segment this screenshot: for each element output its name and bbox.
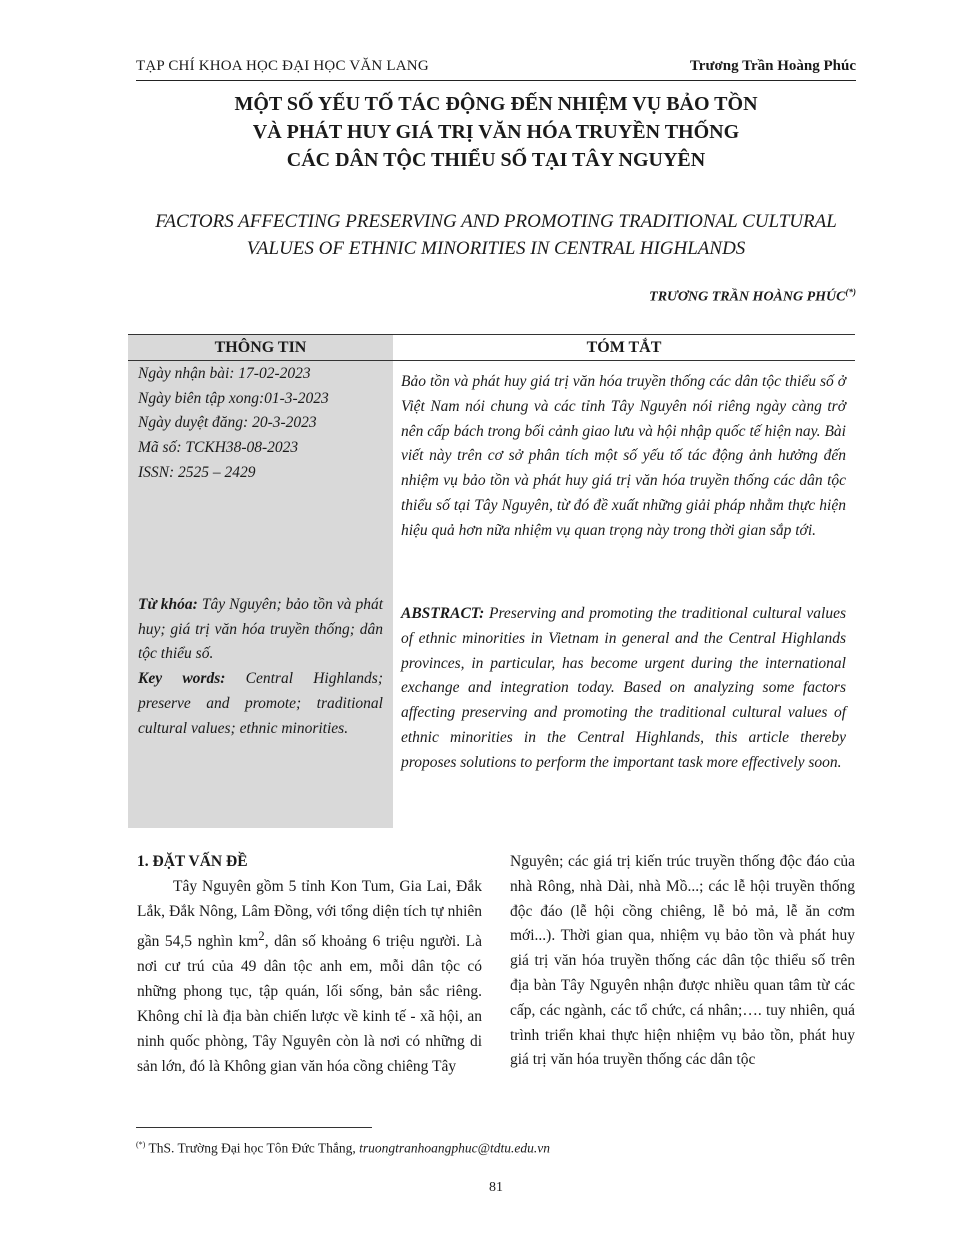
body-column-right: Nguyên; các giá trị kiến trúc truyền thống độc đáo của nhà Rông, nhà Dài, nhà Mồ...; các lễ hội truyền thống độc đáo (lễ hội cồng chiêng, lễ bỏ mả, lễ ăn cơm mới...). Thời gian qua, nhiệm vụ bảo tồn và phát huy giá trị văn hóa truyền thống các dân tộc thiểu số trên địa bàn Tây Nguyên nhận được nhiều quan tâm từ các cấp, các ngành, các tổ chức, cá nhân;…. tuy nhiên, quá trình triển khai thực hiện nhiệm vụ bảo tồn, phát huy giá trị văn hóa truyền thống các dân tộc (510, 853, 855, 1069)
keywords-en-text: Central Highlands; preserve and promote; traditional cultural values; ethnic minorities. (138, 670, 383, 737)
keywords-vi (138, 593, 383, 667)
meta-issn: ISSN: 2525 – 2429 (138, 463, 256, 481)
running-header (136, 58, 856, 80)
superscript: 2 (258, 928, 265, 944)
section-heading: 1. ĐẶT VẤN ĐỀ (137, 853, 248, 870)
footnote (136, 1140, 856, 1157)
author-name: TRƯƠNG TRẦN HOÀNG PHÚC (649, 289, 846, 305)
meta-code: Mã số: TCKH38-08-2023 (138, 439, 299, 457)
title-vietnamese (130, 90, 862, 174)
abstract-en-text: Preserving and promoting the traditional cultural values of ethnic minorities in Vietnam in general and the Central Highlands provinces, in particular, has become urgent during the international exchange and integration today. Based on analyzing some factors affecting preserving and promoting the traditional cultural values of ethnic minorities in the Central Highlands, this article thereby proposes solutions to perform the important task more effectively soon. (401, 605, 846, 771)
body-text: , dân số khoảng 6 triệu người. Là nơi cư trú của 49 dân tộc anh em, mỗi dân tộc có những phong tục, tập quán, lối sống, bản sắc riêng. Không chỉ là địa bàn chiến lược về kinh tế - xã hội, an ninh quốc phòng, Tây Nguyên còn là nơi có những di sản lớn, đó là Không gian văn hóa cồng chiêng Tây (137, 933, 482, 1075)
meta-received: Ngày nhận bài: 17-02-2023 (138, 365, 311, 382)
footnote-text: ThS. Trường Đại học Tôn Đức Thắng, (145, 1140, 360, 1156)
footnote-rule (136, 1127, 372, 1128)
title-vi-line: VÀ PHÁT HUY GIÁ TRỊ VĂN HÓA TRUYỀN THỐNG (252, 121, 740, 143)
article-metadata (138, 362, 388, 486)
keywords-vi-text: Tây Nguyên; bảo tồn và phát huy; giá trị văn hóa truyền thống; dân tộc thiểu số. (138, 596, 383, 663)
header-author: Trương Trần Hoàng Phúc (689, 58, 856, 74)
title-vi-line: MỘT SỐ YẾU TỐ TÁC ĐỘNG ĐẾN NHIỆM VỤ BẢO TỒN (234, 93, 758, 115)
journal-name: TẠP CHÍ KHOA HỌC ĐẠI HỌC VĂN LANG (136, 58, 429, 74)
title-en-line: VALUES OF ETHNIC MINORITIES IN CENTRAL HIGHLANDS (246, 238, 746, 259)
info-column-header: THÔNG TIN (128, 334, 393, 361)
author-byline (500, 287, 856, 306)
body-text: Tây Nguyên gồm 5 tỉnh Kon Tum, Gia Lai, Đắk Lắk, Đắk Nông, Lâm Đồng, với tổng diện tích tự nhiên gần 54,5 nghìn km (137, 877, 482, 951)
body-paragraph (137, 875, 482, 1080)
keywords-en (138, 667, 383, 741)
footnote-email: truongtranhoangphuc@tdtu.edu.vn (359, 1140, 551, 1156)
title-english (130, 208, 862, 262)
abstract-english (401, 602, 846, 776)
title-en-line: FACTORS AFFECTING PRESERVING AND PROMOTING TRADITIONAL CULTURAL (155, 211, 837, 232)
page-number: 81 (489, 1180, 503, 1195)
abstract-vietnamese: Bảo tồn và phát huy giá trị văn hóa truyền thống các dân tộc thiểu số ở Việt Nam nói chung và các tỉnh Tây Nguyên nói riêng ngày càng trở nên cấp bách trong bối cảnh giao lưu và hội nhập quốc tế hiện nay. Bài viết này trên cơ sở phân tích một số yếu tố tác động ảnh hưởng đến nhiệm vụ bảo tồn và phát huy giá trị văn hóa truyền thống các dân tộc thiểu số tại Tây Nguyên, từ đó đề xuất những giải pháp nhằm thực hiện hiệu quả hơn nữa nhiệm vụ quan trọng này trong thời gian sắp tới. (401, 373, 846, 539)
title-vi-line: CÁC DÂN TỘC THIỂU SỐ TẠI TÂY NGUYÊN (286, 149, 706, 171)
meta-accepted: Ngày duyệt đăng: 20-3-2023 (138, 414, 317, 432)
author-footnote-mark: (*) (845, 287, 856, 297)
keywords-vi-label: Từ khóa: (138, 596, 198, 613)
keywords-en-label: Key words: (138, 670, 226, 688)
body-column-left (137, 850, 482, 1079)
footnote-mark: (*) (136, 1140, 146, 1149)
abstract-en-label: ABSTRACT: (401, 605, 485, 622)
meta-edited: Ngày biên tập xong:01-3-2023 (138, 389, 329, 407)
header-rule (136, 80, 856, 81)
abstract-column-header: TÓM TẮT (393, 334, 855, 361)
keywords-block (138, 593, 383, 741)
